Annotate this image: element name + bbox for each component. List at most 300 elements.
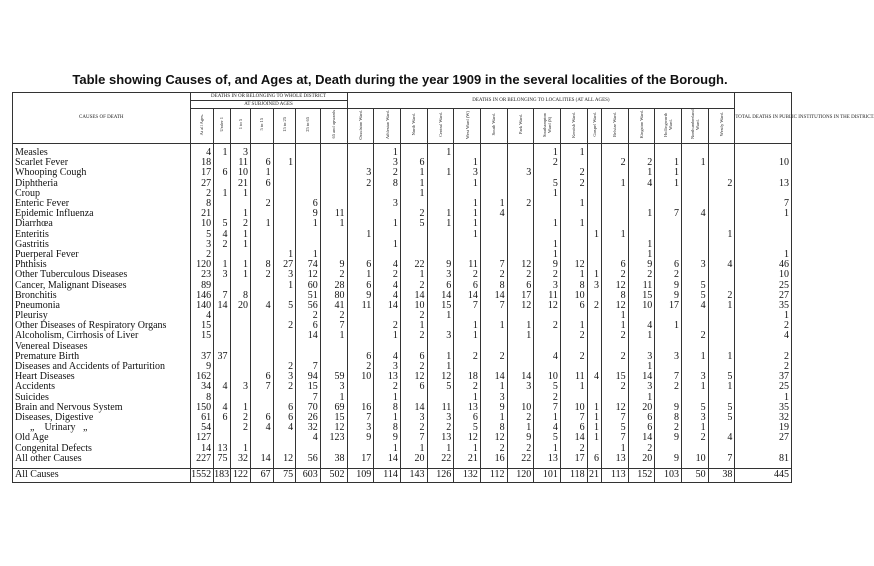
table-cell: 6 — [273, 403, 296, 413]
table-cell — [320, 158, 347, 168]
table-cell: 4 — [681, 301, 708, 311]
table-cell: 1 — [587, 270, 601, 280]
table-cell — [320, 168, 347, 178]
ward-column-label: Park Ward. — [517, 114, 523, 135]
table-cell: 4 — [374, 260, 401, 270]
table-cell: 3 — [628, 382, 655, 392]
table-cell: 4 — [251, 423, 274, 433]
ward-column-header — [587, 109, 601, 144]
table-cell: 1 — [655, 168, 682, 178]
table-cell: 11 — [230, 158, 251, 168]
table-cell: 38 — [708, 468, 735, 482]
table-cell: 2 — [273, 382, 296, 392]
table-cell — [587, 179, 601, 189]
table-cell: 2 — [708, 291, 735, 301]
table-cell: 1 — [374, 393, 401, 403]
table-row — [13, 219, 792, 229]
table-cell: 2 — [587, 301, 601, 311]
table-cell: 1 — [320, 219, 347, 229]
table-cell: 1 — [560, 270, 587, 280]
table-cell — [681, 189, 708, 199]
table-cell: 6 — [251, 413, 274, 423]
age-column-header — [230, 109, 251, 144]
table-cell — [708, 240, 735, 250]
table-cell: 5 — [708, 403, 735, 413]
table-cell: 113 — [601, 468, 628, 482]
table-cell — [214, 423, 230, 433]
table-cell: 2 — [230, 423, 251, 433]
table-cell — [230, 331, 251, 341]
table-cell: 10 — [560, 403, 587, 413]
table-cell — [251, 352, 274, 362]
table-cell — [214, 321, 230, 331]
table-cell: 18 — [454, 372, 481, 382]
table-cell — [273, 209, 296, 219]
table-cell: 7 — [534, 403, 561, 413]
table-cell: 2 — [190, 250, 214, 260]
table-cell — [587, 311, 601, 321]
table-cell: 1 — [251, 168, 274, 178]
table-cell: 3 — [681, 260, 708, 270]
age-column-header — [273, 109, 296, 144]
table-cell: 3 — [681, 413, 708, 423]
table-cell — [230, 321, 251, 331]
cause-label: Premature Birth — [13, 352, 191, 362]
table-cell — [230, 342, 251, 352]
table-cell: 10 — [735, 158, 792, 168]
table-cell: 9 — [480, 403, 507, 413]
table-cell — [708, 321, 735, 331]
table-cell — [480, 331, 507, 341]
table-row — [13, 230, 792, 240]
table-cell: 2 — [480, 270, 507, 280]
table-cell: 15 — [296, 382, 321, 392]
age-column-label: Under 1 — [219, 117, 225, 132]
table-cell: 6 — [587, 454, 601, 464]
table-cell: 7 — [454, 301, 481, 311]
table-cell: 1 — [374, 148, 401, 158]
table-cell: 1 — [230, 240, 251, 250]
table-cell: 14 — [251, 454, 274, 464]
table-cell: 9 — [534, 260, 561, 270]
table-cell: 6 — [560, 423, 587, 433]
table-cell: 6 — [507, 280, 534, 290]
table-cell — [708, 158, 735, 168]
table-cell: 27 — [273, 260, 296, 270]
table-cell — [708, 199, 735, 209]
table-cell: 1 — [427, 148, 454, 158]
table-cell — [347, 219, 374, 229]
table-cell: 17 — [507, 291, 534, 301]
table-cell: 11 — [454, 260, 481, 270]
table-cell: 10 — [628, 301, 655, 311]
table-cell: 2 — [347, 362, 374, 372]
table-cell: 1 — [681, 352, 708, 362]
table-cell: 1 — [534, 219, 561, 229]
table-cell: 6 — [400, 352, 427, 362]
table-cell: 3 — [427, 270, 454, 280]
table-cell: 21 — [190, 209, 214, 219]
table-cell: 37 — [190, 352, 214, 362]
table-cell — [681, 219, 708, 229]
table-cell: 59 — [320, 372, 347, 382]
table-cell — [708, 219, 735, 229]
table-cell — [251, 240, 274, 250]
table-row — [13, 240, 792, 250]
table-cell: 1 — [601, 443, 628, 453]
table-cell: 4 — [190, 311, 214, 321]
table-cell: 51 — [296, 291, 321, 301]
table-cell: 10 — [735, 270, 792, 280]
table-cell — [251, 230, 274, 240]
table-cell: 14 — [400, 291, 427, 301]
table-cell: 81 — [735, 454, 792, 464]
table-cell: 41 — [320, 301, 347, 311]
table-cell: 6 — [454, 280, 481, 290]
table-cell — [400, 240, 427, 250]
table-cell: 1 — [534, 443, 561, 453]
table-cell — [507, 352, 534, 362]
table-cell: 7 — [251, 382, 274, 392]
table-cell: 1 — [507, 423, 534, 433]
table-cell: 6 — [628, 423, 655, 433]
table-cell: 35 — [735, 301, 792, 311]
table-cell: 11 — [628, 280, 655, 290]
ward-column-label: Kingston Ward. — [638, 110, 644, 139]
cause-label: Suicides — [13, 393, 191, 403]
table-cell: 4 — [628, 179, 655, 189]
table-cell — [480, 158, 507, 168]
table-cell: 1 — [214, 148, 230, 158]
table-cell — [214, 209, 230, 219]
table-cell: 3 — [507, 168, 534, 178]
table-cell — [480, 219, 507, 229]
table-cell — [507, 240, 534, 250]
table-row — [13, 331, 792, 341]
localities-header: DEATHS IN OR BELONGING TO LOCALITIES (AT ALL AGES) — [347, 93, 735, 109]
table-row — [13, 301, 792, 311]
ward-column-header — [601, 109, 628, 144]
table-cell — [251, 321, 274, 331]
table-cell: 1 — [601, 230, 628, 240]
cause-label: „ Urinary „ — [13, 423, 191, 433]
table-cell: 7 — [480, 260, 507, 270]
table-cell: 1 — [708, 230, 735, 240]
cause-label: Diseases and Accidents of Parturition — [13, 362, 191, 372]
table-cell: 3 — [214, 270, 230, 280]
table-cell: 1 — [655, 158, 682, 168]
table-cell: 1 — [230, 209, 251, 219]
table-cell: 9 — [374, 433, 401, 443]
table-cell — [273, 219, 296, 229]
table-cell: 6 — [273, 413, 296, 423]
table-cell — [251, 280, 274, 290]
table-cell: 1 — [230, 270, 251, 280]
table-cell — [214, 311, 230, 321]
table-cell: 5 — [400, 219, 427, 229]
table-cell: 27 — [190, 179, 214, 189]
table-cell: 2 — [190, 189, 214, 199]
table-cell: 13 — [427, 433, 454, 443]
table-cell: 37 — [735, 372, 792, 382]
table-cell: 1 — [400, 321, 427, 331]
total-institutions-header: TOTAL DEATHS IN PUBLIC INSTITUTIONS IN THE DISTRICT. — [735, 93, 792, 144]
cause-label: Scarlet Fever — [13, 158, 191, 168]
table-cell — [587, 219, 601, 229]
table-cell: 1 — [400, 443, 427, 453]
table-cell: 5 — [534, 382, 561, 392]
table-cell: 9 — [190, 362, 214, 372]
table-cell: 9 — [507, 433, 534, 443]
table-cell: 8 — [251, 260, 274, 270]
table-cell: 2 — [507, 443, 534, 453]
table-cell: 2 — [507, 270, 534, 280]
table-cell — [454, 240, 481, 250]
table-cell — [320, 240, 347, 250]
table-cell — [296, 158, 321, 168]
table-cell: 4 — [374, 280, 401, 290]
table-cell — [587, 382, 601, 392]
table-cell — [507, 230, 534, 240]
table-cell: 9 — [655, 454, 682, 464]
table-cell: 6 — [347, 280, 374, 290]
table-cell: 4 — [374, 291, 401, 301]
table-cell: 94 — [296, 372, 321, 382]
table-cell: 9 — [320, 260, 347, 270]
table-cell: 1 — [507, 321, 534, 331]
table-cell: 2 — [560, 331, 587, 341]
cause-header: CAUSES OF DEATH — [13, 93, 191, 144]
table-cell — [587, 168, 601, 178]
table-cell: 5 — [427, 382, 454, 392]
table-cell: 5 — [708, 413, 735, 423]
table-cell: 1 — [534, 189, 561, 199]
table-cell: 37 — [214, 352, 230, 362]
cause-label: Puerperal Fever — [13, 250, 191, 260]
table-cell: 14 — [214, 301, 230, 311]
table-cell: 10 — [230, 168, 251, 178]
table-cell: 1 — [628, 168, 655, 178]
table-cell: 8 — [374, 179, 401, 189]
table-cell: 12 — [400, 372, 427, 382]
table-cell — [347, 321, 374, 331]
table-cell — [296, 179, 321, 189]
table-cell: 2 — [214, 240, 230, 250]
table-cell: 15 — [190, 331, 214, 341]
table-cell: 3 — [587, 280, 601, 290]
table-cell: 1552 — [190, 468, 214, 482]
table-cell: 1 — [230, 230, 251, 240]
table-cell: 20 — [230, 301, 251, 311]
table-cell: 1 — [735, 393, 792, 403]
table-cell: 8 — [374, 403, 401, 413]
table-cell — [480, 179, 507, 189]
table-cell — [347, 209, 374, 219]
table-cell: 5 — [273, 301, 296, 311]
table-cell: 14 — [400, 403, 427, 413]
table-cell: 2 — [400, 209, 427, 219]
table-cell — [320, 230, 347, 240]
table-cell: 75 — [214, 454, 230, 464]
table-cell: 127 — [190, 433, 214, 443]
whole-district-header: DEATHS IN OR BELONGING TO WHOLE DISTRICT — [190, 93, 347, 101]
table-cell — [347, 240, 374, 250]
table-cell: 1 — [681, 382, 708, 392]
table-cell — [601, 240, 628, 250]
table-cell: 4 — [374, 352, 401, 362]
table-cell: 1 — [400, 270, 427, 280]
table-cell: 12 — [601, 280, 628, 290]
table-cell: 2 — [601, 382, 628, 392]
table-cell: 12 — [273, 454, 296, 464]
table-cell — [347, 311, 374, 321]
ward-column-label: Central Ward. — [437, 111, 443, 138]
table-cell: 6 — [628, 413, 655, 423]
ward-column-label: Southampton Ward (S) — [542, 112, 553, 137]
table-cell: 6 — [296, 321, 321, 331]
table-cell: 14 — [480, 291, 507, 301]
table-cell: 4 — [708, 433, 735, 443]
table-cell: 2 — [251, 270, 274, 280]
table-cell — [681, 270, 708, 280]
table-cell: 5 — [214, 219, 230, 229]
table-cell: 18 — [190, 158, 214, 168]
table-cell: 5 — [681, 280, 708, 290]
ward-column-label: Athlestan Ward. — [384, 109, 390, 140]
ward-column-label: South Ward. — [491, 113, 497, 136]
table-cell — [507, 219, 534, 229]
table-cell — [251, 331, 274, 341]
table-cell: 2 — [400, 280, 427, 290]
table-cell — [273, 331, 296, 341]
table-cell: 1 — [628, 250, 655, 260]
table-cell: 6 — [251, 179, 274, 189]
table-cell: 1 — [454, 219, 481, 229]
table-cell: 1 — [230, 260, 251, 270]
table-cell: 150 — [190, 403, 214, 413]
table-cell — [320, 352, 347, 362]
table-cell: 4 — [273, 423, 296, 433]
table-cell — [480, 148, 507, 158]
table-cell: 7 — [560, 413, 587, 423]
age-column-label: 5 to 15 — [259, 118, 265, 131]
table-cell: 1 — [655, 179, 682, 189]
table-cell: 6 — [400, 158, 427, 168]
table-cell: 2 — [560, 179, 587, 189]
table-cell: 2 — [454, 382, 481, 392]
table-cell: 1 — [454, 230, 481, 240]
table-cell — [735, 230, 792, 240]
table-cell: 8 — [480, 423, 507, 433]
table-cell: 4 — [534, 423, 561, 433]
table-cell: 1 — [347, 230, 374, 240]
table-cell: 60 — [296, 280, 321, 290]
table-cell: 8 — [601, 291, 628, 301]
table-cell — [251, 393, 274, 403]
ward-column-label: North Ward. — [411, 113, 417, 136]
table-cell: 2 — [655, 270, 682, 280]
table-cell: 1 — [655, 321, 682, 331]
table-cell: 4 — [214, 403, 230, 413]
table-cell: 14 — [427, 291, 454, 301]
table-cell: 4 — [534, 352, 561, 362]
table-cell: 1 — [374, 219, 401, 229]
table-cell: 1 — [427, 311, 454, 321]
table-cell: 34 — [190, 382, 214, 392]
table-cell: 27 — [735, 291, 792, 301]
table-cell — [230, 352, 251, 362]
table-row — [13, 454, 792, 464]
table-cell — [708, 189, 735, 199]
table-cell: 8 — [230, 291, 251, 301]
cause-label: Other Tuberculous Diseases — [13, 270, 191, 280]
table-row — [13, 382, 792, 392]
table-cell — [507, 148, 534, 158]
table-cell — [230, 433, 251, 443]
table-cell: 35 — [735, 403, 792, 413]
table-cell — [230, 311, 251, 321]
table-cell: 11 — [534, 291, 561, 301]
table-cell — [708, 270, 735, 280]
cause-label: Diseases, Digestive — [13, 413, 191, 423]
table-cell — [320, 342, 347, 352]
table-cell: 7 — [708, 454, 735, 464]
table-cell: 2 — [251, 199, 274, 209]
table-cell: 123 — [320, 433, 347, 443]
table-cell: 20 — [400, 454, 427, 464]
table-cell: 1 — [628, 362, 655, 372]
table-row — [13, 433, 792, 443]
table-cell: 8 — [374, 423, 401, 433]
table-cell: 2 — [454, 352, 481, 362]
table-cell: 1 — [560, 199, 587, 209]
table-cell: 1 — [587, 433, 601, 443]
table-cell: 61 — [190, 413, 214, 423]
table-cell: 16 — [347, 403, 374, 413]
table-cell: 67 — [251, 468, 274, 482]
table-cell — [587, 158, 601, 168]
table-cell — [273, 433, 296, 443]
page-title: Table showing Causes of, and Ages at, Death during the year 1909 in the several localities of the Borough. — [72, 72, 728, 87]
table-cell: 140 — [190, 301, 214, 311]
table-cell: 2 — [628, 158, 655, 168]
table-cell: 114 — [374, 468, 401, 482]
table-cell — [347, 189, 374, 199]
table-cell: 109 — [347, 468, 374, 482]
table-cell: 14 — [190, 443, 214, 453]
table-cell: 7 — [655, 209, 682, 219]
table-cell: 1 — [534, 148, 561, 158]
table-cell — [427, 240, 454, 250]
table-cell: 2 — [735, 321, 792, 331]
cause-label: Diphtheria — [13, 179, 191, 189]
table-cell: 2 — [454, 270, 481, 280]
ward-column-label: Northumberland Ward. — [689, 109, 700, 140]
table-cell — [587, 352, 601, 362]
table-row — [13, 189, 792, 199]
table-cell: 2 — [320, 270, 347, 280]
table-cell: 10 — [534, 372, 561, 382]
table-cell: 103 — [655, 468, 682, 482]
table-cell — [230, 362, 251, 372]
cause-label: Alcoholism, Cirrhosis of Liver — [13, 331, 191, 341]
table-cell — [427, 189, 454, 199]
table-cell — [214, 280, 230, 290]
table-cell — [735, 189, 792, 199]
table-cell: 22 — [400, 260, 427, 270]
table-cell: 2 — [374, 168, 401, 178]
table-cell: 54 — [190, 423, 214, 433]
